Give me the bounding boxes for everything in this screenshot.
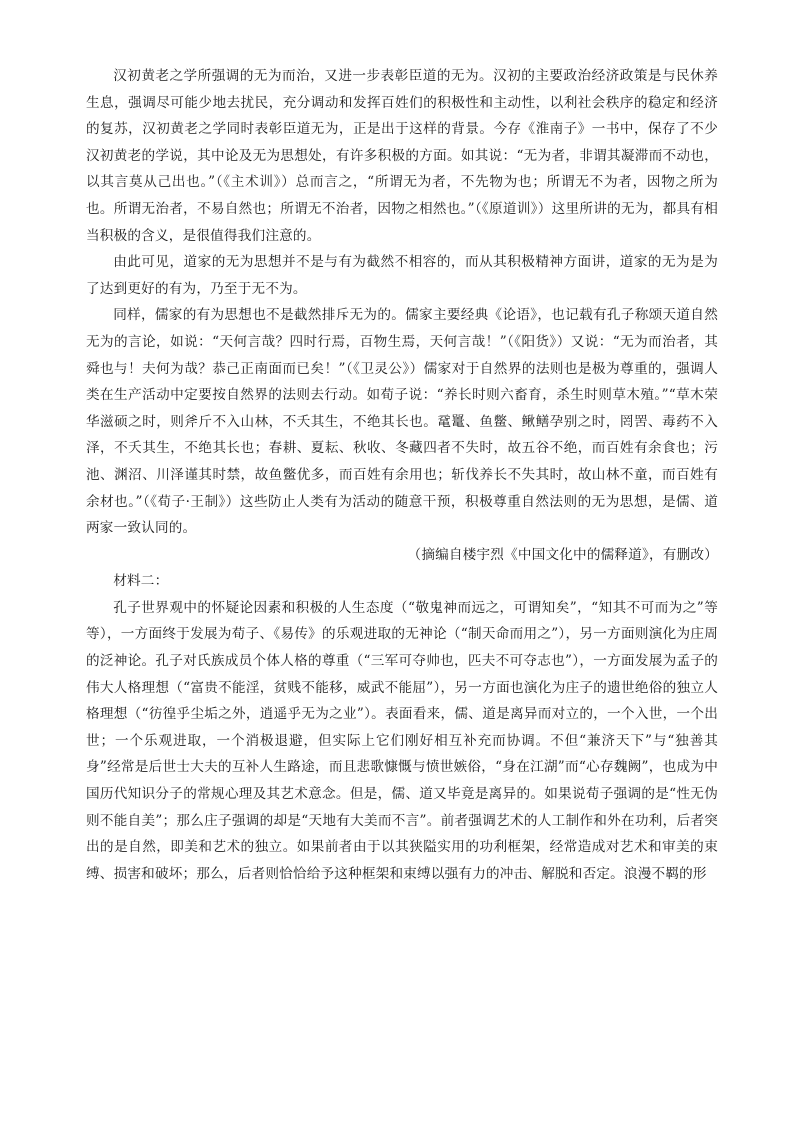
material-two-paragraph-1: 孔子世界观中的怀疑论因素和积极的人生态度（“敬鬼神而远之，可谓知矣”，“知其不可而为之”等等），一方面终于发展为荀子、《易传》的乐观进取的无神论（“制天命而用之”），另一方面则演化为庄周的泛神论。孔子对氏族成员个体人格的尊重（“三军可夺帅也，匹夫不可夺志也”），一方面发展为孟子的伟大人格理想（“富贵不能淫，贫贱不能移，威武不能屈”），另一方面也演化为庄子的遗世绝俗的独立人格理想（“彷徨乎尘垢之外，逍遥乎无为之业”）。表面看来，儒、道是离异而对立的，一个入世，一个出世；一个乐观进取，一个消极退避，但实际上它们刚好相互补充而协调。不但“兼济天下”与“独善其身”经常是后世士大夫的互补人生路途，而且悲歌慷慨与愤世嫉俗，“身在江湖”而“心存魏阙”，也成为中国历代知识分子的常规心理及其艺术意念。但是，儒、道又毕竟是离异的。如果说荀子强调的是“性无伪则不能自美”；那么庄子强调的却是“天地有大美而不言”。前者强调艺术的人工制作和外在功利，后者突出的是自然，即美和艺术的独立。如果前者由于以其狭隘实用的功利框架，经常造成对艺术和审美的束缚、损害和破坏；那么，后者则恰恰给予这种框架和束缚以强有力的冲击、解脱和否定。浪漫不羁的形 [86, 599, 718, 882]
source-citation: （摘编自楼宇烈《中国文化中的儒释道》，有删改） [407, 546, 718, 563]
paragraph-1: 汉初黄老之学所强调的无为而治，又进一步表彰臣道的无为。汉初的主要政治经济政策是与民休养生息，强调尽可能少地去扰民，充分调动和发挥百姓们的积极性和主动性，以利社会秩序的稳定和经济的复苏，汉初黄老之学同时表彰臣道无为，正是出于这样的背景。今存《淮南子》一书中，保存了不少汉初黄老的学说，其中论及无为思想处，有许多积极的方面。如其说：“无为者，非谓其凝滞而不动也，以其言莫从己出也。”（《主术训》）总而言之，“所谓无为者，不先物为也；所谓无不为者，因物之所为也。所谓无治者，不易自然也；所谓无不治者，因物之相然也。”（《原道训》）这里所讲的无为，都具有相当积极的含义，是很值得我们注意的。 [86, 68, 718, 244]
paragraph-2: 由此可见，道家的无为思想并不是与有为截然不相容的，而从其积极精神方面讲，道家的无为是为了达到更好的有为，乃至于无不为。 [86, 254, 718, 297]
material-two-label: 材料二： [113, 573, 169, 590]
paragraph-3: 同样，儒家的有为思想也不是截然排斥无为的。儒家主要经典《论语》，也记载有孔子称颂天道自然无为的言论，如说：“天何言哉？四时行焉，百物生焉，天何言哉！”（《阳货》）又说：“无为而治者，其舜也与！夫何为哉？恭己正南面而已矣！”（《卫灵公》）儒家对于自然界的法则也是极为尊重的，强调人类在生产活动中定要按自然界的法则去行动。如荀子说：“养长时则六畜育，杀生时则草木殖。”“草木荣华滋硕之时，则斧斤不入山林，不夭其生，不绝其长也。鼋鼍、鱼鳖、鳅鳝孕别之时，罔罟、毒药不入泽，不夭其生，不绝其长也；春耕、夏耘、秋收、冬藏四者不失时，故五谷不绝，而百姓有余食也；污池、渊沼、川泽谨其时禁，故鱼鳖优多，而百姓有余用也；斩伐养长不失其时，故山林不童，而百姓有余材也。”（《荀子·王制》）这些防止人类有为活动的随意干预，积极尊重自然法则的无为思想，是儒、道两家一致认同的。 [86, 307, 718, 537]
document-body [86, 63, 718, 887]
